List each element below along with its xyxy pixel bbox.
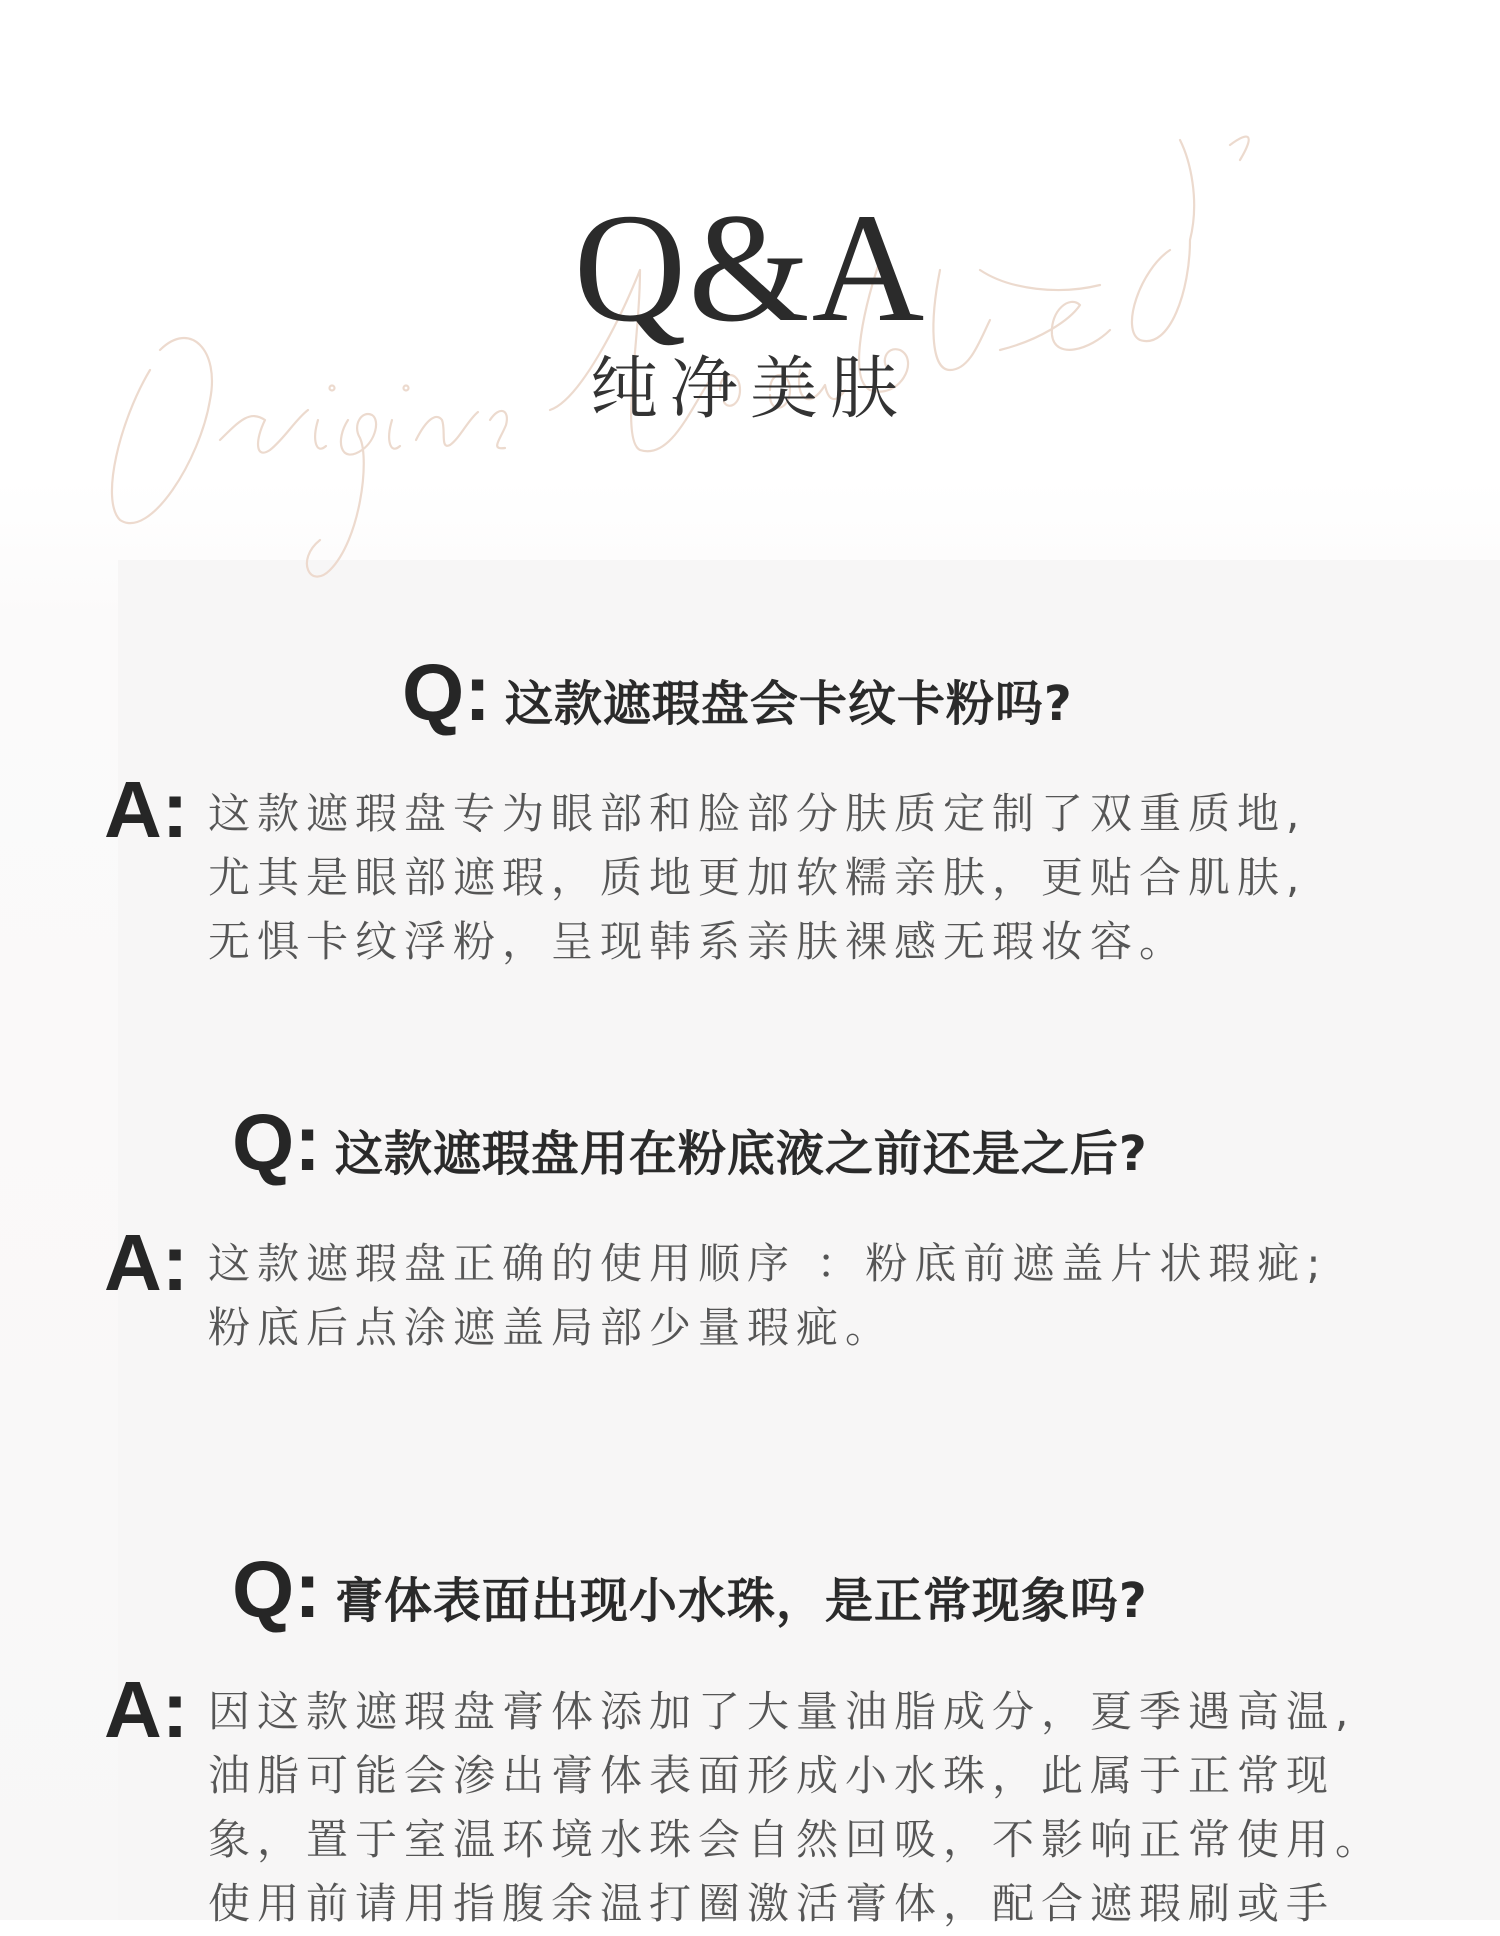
- answer-line: 这款遮瑕盘专为眼部和脸部分肤质定制了双重质地,: [208, 789, 1307, 838]
- question-prefix: Q:: [402, 648, 491, 737]
- answer-text: [208, 1680, 1418, 1936]
- question-text: 这款遮瑕盘会卡纹卡粉吗?: [504, 676, 1073, 732]
- answer-line: 油脂可能会渗出膏体表面形成小水珠，此属于正常现: [208, 1751, 1336, 1800]
- answer-prefix: A:: [104, 1665, 189, 1754]
- question-text: 膏体表面出现小水珠，是正常现象吗?: [334, 1573, 1148, 1629]
- answer-text: [208, 782, 1418, 974]
- question-text: 这款遮瑕盘用在粉底液之前还是之后?: [334, 1126, 1148, 1182]
- page-subtitle: 纯净美肤: [589, 350, 910, 429]
- question-prefix: Q:: [232, 1098, 321, 1187]
- answer-line: 象，置于室温环境水珠会自然回吸，不影响正常使用。: [208, 1815, 1385, 1864]
- question-prefix: Q:: [232, 1545, 321, 1634]
- answer-line: 使用前请用指腹余温打圈激活膏体，配合遮瑕刷或手: [208, 1879, 1336, 1928]
- answer-line: 无惧卡纹浮粉，呈现韩系亲肤裸感无瑕妆容。: [208, 917, 1189, 966]
- answer-line: 粉底后点涂遮盖局部少量瑕疵。: [208, 1303, 895, 1352]
- question-line: [232, 1545, 1148, 1646]
- question-line: [402, 648, 1073, 749]
- answer-text: [208, 1232, 1418, 1360]
- answer-line: 因这款遮瑕盘膏体添加了大量油脂成分，夏季遇高温,: [208, 1687, 1356, 1736]
- answer-line: 尤其是眼部遮瑕，质地更加软糯亲肤，更贴合肌肤,: [208, 853, 1307, 902]
- question-line: [232, 1098, 1148, 1199]
- answer-prefix: A:: [104, 1218, 189, 1307]
- page-title: Q&A: [573, 181, 927, 354]
- answer-line: 这款遮瑕盘正确的使用顺序 ：粉底前遮盖片状瑕疵;: [208, 1239, 1328, 1288]
- answer-prefix: A:: [104, 765, 189, 854]
